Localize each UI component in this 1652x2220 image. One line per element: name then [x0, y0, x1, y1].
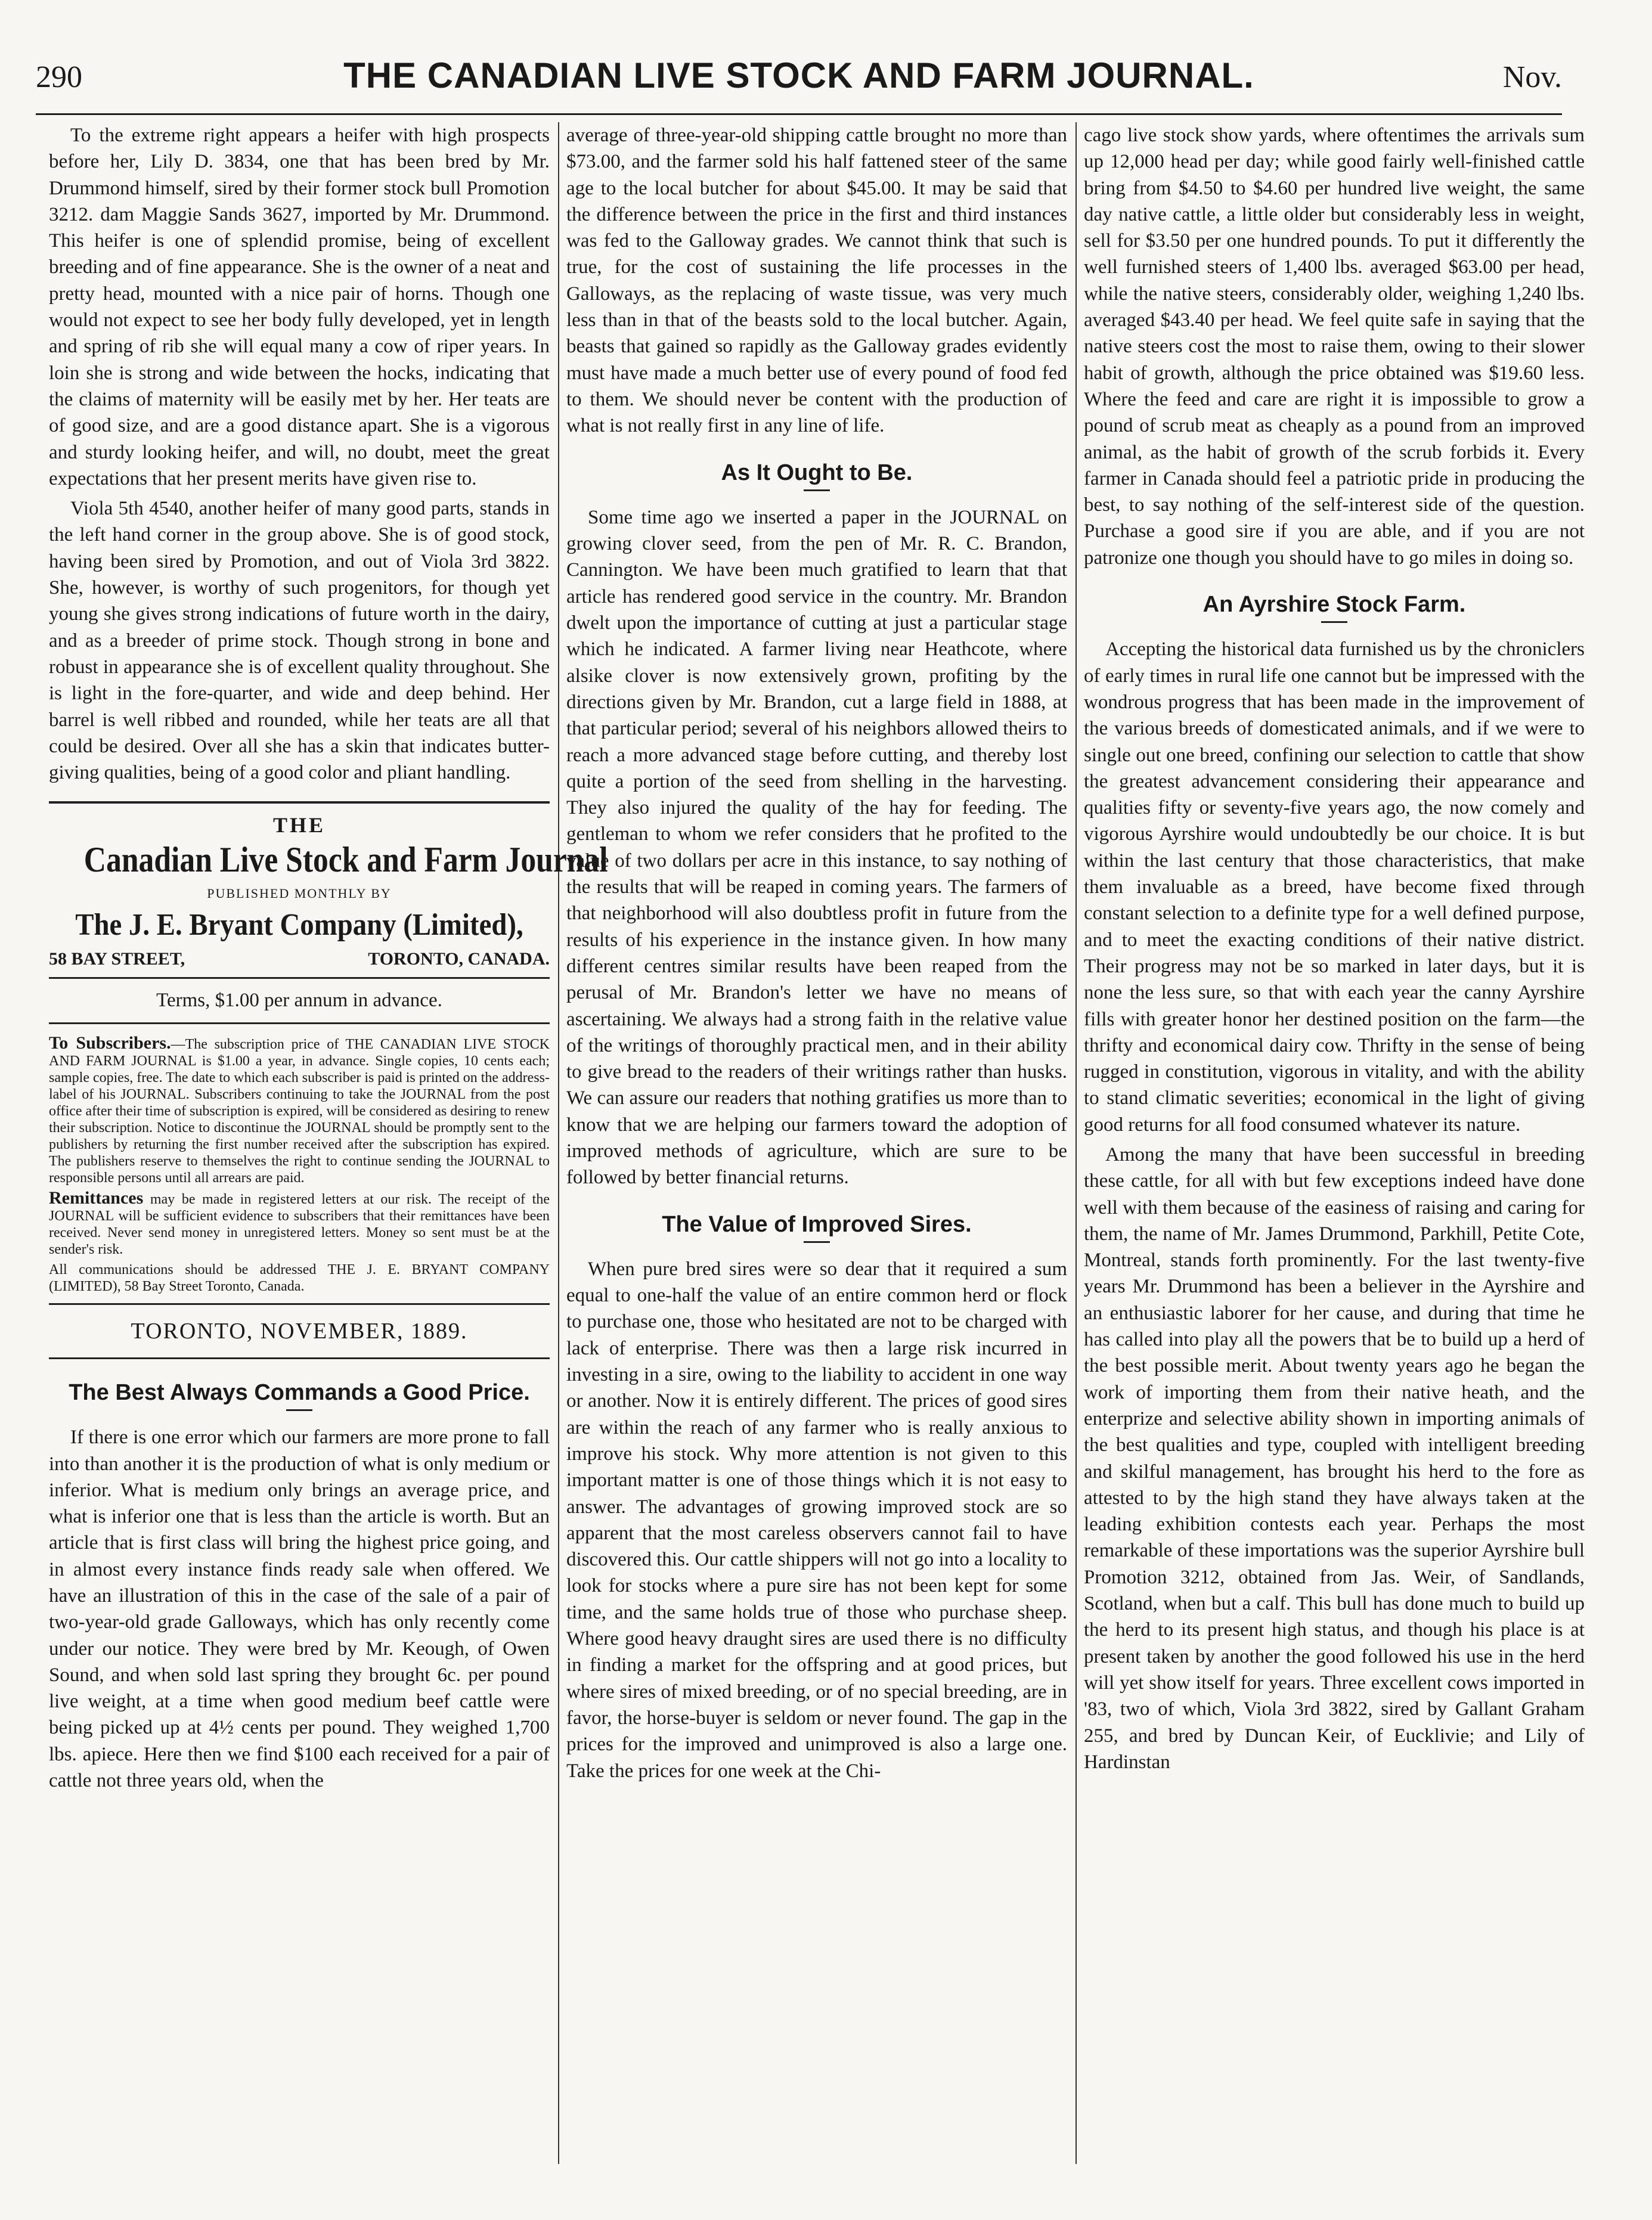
notice-lead: To Subscribers.: [49, 1033, 171, 1053]
article-heading: The Best Always Commands a Good Price.: [69, 1379, 530, 1405]
notice-text: may be made in registered letters at our risk. The receipt of the JOURNAL will be sufficient evidence to subscribers that their remittances have been received. Never send money in unregistered letters. Money so sent must be at the sender's risk.: [49, 1191, 550, 1257]
column-divider: [1075, 122, 1077, 2164]
masthead-city: TORONTO, CANADA.: [368, 949, 550, 969]
notice-remittances: [49, 1187, 550, 1258]
column-3: [1084, 122, 1585, 2164]
issue-month: Nov.: [1502, 60, 1562, 94]
paragraph: Accepting the historical data furnished us by the chroniclers of early times in rural life one cannot but be impressed with the wondrous progress that has been made in the improvement of the various breeds of domesticated animals, and if we were to single out one breed, confining our selection to cattle that show the greatest advancement considering their appearance and qualities fifty or seventy-five years ago, the now comely and vigorous Ayrshire would undoubtedly be our choice. It is but within the last century that those characteristics, that make them invaluable as a breed, have become fixed through constant selection to a definite type for a well defined purpose, and to meet the exacting conditions of their native district. Their progress may not be so marked in later days, but it is none the less sure, so that with each year the canny Ayrshire fills with greater honor her destined position on the farm—the thrifty and economical dairy cow. Thrifty in the sense of being rugged in constitution, vigorous in vitality, and with the ability to stand climatic severities; economical in the light of giving good returns for all food consumed whatever its nature.: [1084, 638, 1585, 1136]
masthead-company: The J. E. Bryant Company (Limited),: [75, 908, 523, 942]
paragraph: Among the many that have been successful in breeding these cattle, for all with but few exceptions indeed have done well with them because of the easiness of raising and caring for them, the name of Mr. James Drummond, Parkhill, Petite Cote, Montreal, stands forth prominently. For the last twenty-five years Mr. Drummond has been a believer in the Ayrshire and an enthusiastic laborer for her cause, and during that time he has called into play all the powers that be to build up a herd of the best possible merit. About twenty years ago he began the work of importing them from their native heath, and the enterprize and selective ability shown in importing animals of the best qualities and type, coupled with intelligent breeding and skilful management, has brought his herd to the fore as attested to by the high stand they have always taken at the leading exhibition contests each year. Perhaps the most remarkable of these importations was the superior Ayrshire bull Promotion 3212, obtained from Jas. Weir, of Sandlands, Scotland, when but a calf. This bull has done much to build up the herd to its present high status, and though his place is at present taken by another the good followed his use in the herd will yet show itself for years. Three excellent cows imported in '83, two of which, Viola 3rd 3822, sired by Gallant Graham 255, and bred by Duncan Keir, of Eucklivie; and Lily of Hardinstan: [1084, 1143, 1585, 1773]
notice-text: —The subscription price of THE CANADIAN LIVE STOCK AND FARM JOURNAL is $1.00 a year, in advance. Single copies, 10 cents each; sample copies, free. The date to which each subscriber is paid is printed on the address-label of his JOURNAL. Subscribers continuing to take the JOURNAL from the post office after their time of subscription is expired, will be considered as desiring to renew their subscription. Notice to discontinue the JOURNAL should be promptly sent to the publishers by returning the first number received after the subscription has expired. The publishers reserve to themselves the right to continue sending the JOURNAL to responsible persons until all arrears are paid.: [49, 1036, 550, 1186]
paragraph: To the extreme right appears a heifer with high prospects before her, Lily D. 3834, one that has been bred by Mr. Drummond himself, sired by their former stock bull Promotion 3212. dam Maggie Sands 3627, imported by Mr. Drummond. This heifer is one of splendid promise, being of excellent breeding and of fine appearance. She is the owner of a neat and pretty head, mounted with a nice pair of horns. Though one would not expect to see her body fully developed, yet in length and spring of rib she will equal many a cow of riper years. In loin she is strong and wide between the hocks, indicating that the claims of maternity will be easily met by her. Her teats are of good size, and are a good distance apart. She is a vigorous and sturdy looking heifer, and will, no doubt, meet the great expectations that her present merits have given rise to.: [49, 125, 550, 489]
masthead: [49, 801, 608, 1024]
masthead-address: [49, 944, 550, 979]
masthead-terms: Terms, $1.00 per annum in advance.: [49, 979, 550, 1024]
column-divider: [558, 122, 559, 2164]
page-header: [36, 55, 1562, 103]
paragraph: If there is one error which our farmers are more prone to fall into than another it is the production of what is only medium or inferior. What is medium only brings an average price, and what is inferior one that is less than the article is worth. But an article that is first class will bring the highest price going, and in almost every instance finds ready sale when offered. We have an illustration of this in the case of the sale of a pair of two-year-old grade Galloways, which has only recently come under our notice. They were bred by Mr. Keough, of Owen Sound, and when sold last spring they brought 6c. per pound live weight, at a time when good medium beef cattle were being picked up at 4½ cents per pound. They weighed 1,700 lbs. apiece. Here then we find $100 each received for a pair of cattle not three years old, when the: [49, 1427, 550, 1792]
article-heading: As It Ought to Be.: [721, 460, 913, 485]
heading-dash: [804, 489, 830, 491]
article-heading: The Value of Improved Sires.: [662, 1211, 972, 1237]
heading-dash: [1321, 621, 1347, 623]
heading-dash: [286, 1409, 312, 1411]
article-heading: An Ayrshire Stock Farm.: [1202, 592, 1466, 618]
notice-subscribers: [49, 1035, 550, 1186]
paragraph: Some time ago we inserted a paper in the JOURNAL on growing clover seed, from the pen of Mr. R. C. Brandon, Cannington. We have been much gratified to learn that that article has rendered good service in the country. Mr. Brandon dwelt upon the importance of cutting at just a particular stage which he indicated. A farmer living near Heathcote, where alsike clover is now extensively grown, profiting by the directions given by Mr. Brandon, cut a large field in 1888, at that particular period; several of his neighbors allowed theirs to reach a more advanced stage before cutting, and thereby lost quite a portion of the seed from shelling in the harvesting. They also injured the quality of the hay for feeding. The gentleman to whom we refer considers that he profited to the value of two dollars per acre in this instance, to say nothing of the results that will be reaped in coming years. The farmers of that neighborhood will also doubtless profit in future from the results of his experience in the instance given. In how many different centres similar results have been reaped from the perusal of Mr. Brandon's letter we have no means of ascertaining. We always had a strong faith in the relative value of the writings of thoroughly practical men, and in their ability to give bread to the readers of their writings rather than husks. We can assure our readers that nothing gratifies us more than to know that we are helping our farmers toward the adoption of improved methods of agriculture, which are sure to be followed by better financial returns.: [566, 506, 1067, 1189]
notice-lead: Remittances: [49, 1187, 144, 1208]
subscription-notices: [49, 1035, 550, 1305]
masthead-published: PUBLISHED MONTHLY BY: [207, 885, 392, 901]
paragraph: When pure bred sires were so dear that it required a sum equal to one-half the value of an entire common herd or flock to purchase one, those who hesitated are not to be charged with lack of enterprise. There was then a large risk incurred in investing in a sire, owing to the liability to accident in one way or another. Now it is entirely different. The prices of good sires are within the reach of any farmer who is really anxious to improve his stock. Why more attention is not given to this important matter is one of those things which it is not easy to answer. The advantages of growing improved stock are so apparent that the most careless observers cannot fail to have discovered this. Our cattle shippers will not go into a locality to look for stocks where a pure sire has not been kept for some time, and the same holds true of those who purchase sheep. Where good heavy draught sires are used there is no difficulty in finding a market for the offspring and at good prices, but where sires of mixed breeding, or of no special breeding, are in favor, the horse-buyer is seldom or never found. The gap in the prices for the improved and unimproved is also a large one. Take the prices for one week at the Chi-: [566, 1258, 1067, 1782]
header-rule: [36, 113, 1562, 115]
column-1: [49, 122, 608, 2164]
heading-dash: [804, 1241, 830, 1243]
paragraph: Viola 5th 4540, another heifer of many good parts, stands in the left hand corner in the group above. She is of good stock, having been sired by Promotion, and out of Viola 3rd 3822. She, however, is worthy of such progenitors, for though yet young she gives strong indications of future worth in the dairy, and as a breeder of prime stock. Though strong in bone and robust in appearance she is of excellent quality throughout. She is light in the fore-quarter, and wide and deep behind. Her barrel is well ribbed and rounded, while her teats are all that could be desired. Over all she has a skin that indicates butter-giving qualities, being of a good color and pliant handling.: [49, 498, 550, 784]
paragraph: average of three-year-old shipping cattle brought no more than $73.00, and the farmer sold his half fattened steer of the same age to the local butcher for about $45.00. It may be said that the difference between the price in the first and third instances was fed to the Galloway grades. We cannot think that such is true, for the cost of sustaining the life processes in the Galloways, as the replacing of waste tissue, was very much less than in that of the beasts sold to the local butcher. Again, beasts that gained so rapidly as the Galloway grades evidently must have made a much better use of every pound of food fed to them. We should never be content with the production of what is not really first in any line of life.: [566, 125, 1067, 437]
masthead-the: THE: [272, 813, 326, 838]
dateline: TORONTO, NOVEMBER, 1889.: [49, 1305, 550, 1359]
masthead-street: 58 BAY STREET,: [49, 949, 185, 969]
paragraph: cago live stock show yards, where oftentimes the arrivals sum up 12,000 head per day; while good fairly well-finished cattle bring from $4.50 to $4.60 per hundred live weight, the same day native cattle, a little older but considerably less in weight, sell for $3.50 per one hundred pounds. To put it differently the well furnished steers of 1,400 lbs. averaged $63.00 per head, while the native steers, considerably older, weighing 1,240 lbs. averaged $43.40 per head. We feel quite safe in saying that the native steers cost the most to raise them, owing to their slower habit of growth, although the price obtained was $19.60 less. Where the feed and care are right it is impossible to grow a pound of scrub meat as cheaply as a pound from an improved animal, as the habit of growth of the scrub forbids it. Every farmer in Canada should feel a patriotic pride in producing the best, to say nothing of the self-interest side of the question. Purchase a good sire if you are able, and if you are not patronize one though you should have to go miles in doing so.: [1084, 125, 1585, 569]
column-2: [566, 122, 1067, 2164]
masthead-journal-name: Canadian Live Stock and Farm Journal: [83, 839, 608, 879]
page-number: 290: [36, 60, 82, 94]
notice-communications: All communications should be addressed THE J. E. BRYANT COMPANY (LIMITED), 58 Bay Street Toronto, Canada.: [49, 1261, 550, 1294]
journal-title: THE CANADIAN LIVE STOCK AND FARM JOURNAL.: [343, 55, 1254, 95]
